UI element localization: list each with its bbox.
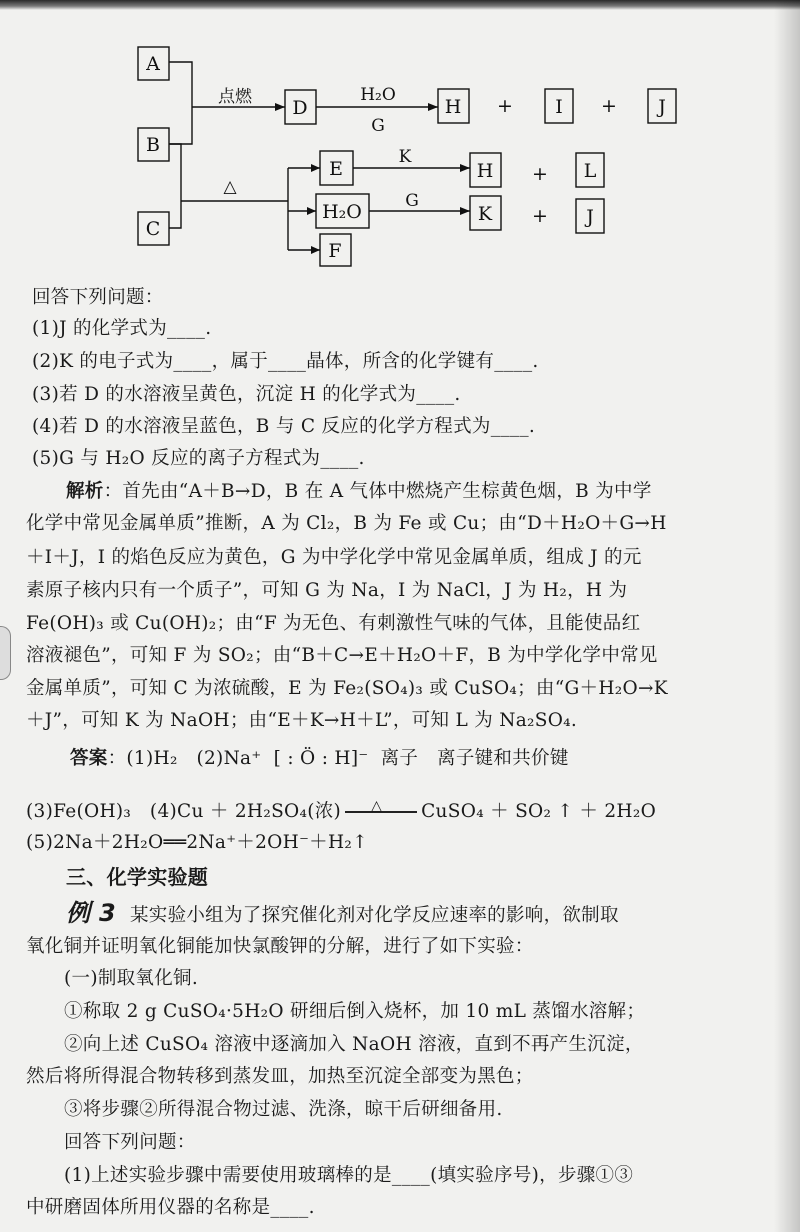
- label-g: G: [405, 191, 419, 211]
- box-label-e: E: [329, 158, 343, 180]
- reaction-flow-diagram: [0, 0, 800, 280]
- example-line: [0, 898, 800, 931]
- analysis-line: 素原子核内只有一个质子”，可知 G 为 Na，I 为 NaCl，J 为 H₂，H 为: [26, 580, 628, 601]
- box-label-c: C: [145, 218, 161, 240]
- box-label-f: F: [328, 240, 342, 262]
- box-label-b: B: [146, 134, 160, 156]
- label-ignite: 点燃: [218, 87, 252, 107]
- box-label-j1: J: [658, 96, 666, 118]
- plus-sign: +: [532, 163, 548, 185]
- lewis-structure: [ : Ö : H]⁻: [273, 748, 369, 769]
- plus-sign: +: [497, 95, 513, 117]
- example-line: 中研磨固体所用仪器的名称是____.: [26, 1197, 315, 1218]
- label-k: K: [398, 147, 412, 167]
- question-3: (3)若 D 的水溶液呈黄色，沉淀 H 的化学式为____.: [32, 384, 461, 405]
- example-line: (一)制取氧化铜.: [64, 968, 199, 989]
- plus-sign: +: [601, 95, 617, 117]
- section-title: 三、化学实验题: [66, 865, 209, 889]
- example-line: (1)上述实验步骤中需要使用玻璃棒的是____(填实验序号)，步骤①③: [64, 1165, 634, 1186]
- answer-text: (3)Fe(OH)₃ (4)Cu ＋ 2H₂SO₄(浓): [26, 801, 342, 822]
- question-5: (5)G 与 H₂O 反应的离子方程式为____.: [32, 448, 365, 469]
- example-line: ①称取 2 g CuSO₄·5H₂O 研细后倒入烧杯，加 10 mL 蒸馏水溶解；: [64, 1001, 646, 1022]
- box-label-h2: H: [476, 160, 494, 182]
- analysis-line: 化学中常见金属单质”推断，A 为 Cl₂，B 为 Fe 或 Cu；由“D＋H₂O＋G→H: [26, 513, 667, 534]
- analysis-line: [0, 477, 800, 507]
- box-label-k: K: [477, 203, 493, 225]
- answer-text: CuSO₄ ＋ SO₂ ↑ ＋ 2H₂O: [421, 801, 657, 822]
- answer-line: [0, 744, 800, 774]
- heat-symbol: △: [371, 798, 383, 814]
- question-2: (2)K 的电子式为____，属于____晶体，所含的化学键有____.: [32, 351, 539, 372]
- example-label: 例 3: [66, 899, 116, 927]
- analysis-line: ＋J”，可知 K 为 NaOH；由“E＋K→H＋L”，可知 L 为 Na₂SO₄.: [26, 710, 578, 731]
- analysis-line: Fe(OH)₃ 或 Cu(OH)₂；由“F 为无色、有刺激性气味的气体，且能使品红: [26, 613, 641, 634]
- analysis-text: ：首先由“A＋B→D，B 在 A 气体中燃烧产生棕黄色烟，B 为中学: [103, 481, 652, 502]
- box-label-h2o: H₂O: [322, 201, 362, 223]
- plus-sign: +: [532, 205, 548, 227]
- question-1: (1)J 的化学式为____.: [32, 318, 212, 339]
- question-4: (4)若 D 的水溶液呈蓝色，B 与 C 反应的化学方程式为____.: [32, 416, 536, 437]
- example-line: 然后将所得混合物转移到蒸发皿，加热至沉淀全部变为黑色；: [26, 1066, 534, 1087]
- box-label-h1: H: [444, 96, 462, 118]
- box-label-a: A: [146, 53, 160, 75]
- label-h2o: H₂O: [360, 85, 396, 105]
- analysis-line: 溶液褪色”，可知 F 为 SO₂；由“B＋C→E＋H₂O＋F，B 为中学化学中常见: [26, 645, 658, 666]
- example-line: 氧化铜并证明氧化铜能加快氯酸钾的分解，进行了如下实验：: [26, 936, 534, 957]
- example-line: 回答下列问题：: [64, 1132, 196, 1153]
- example-line: ③将步骤②所得混合物过滤、洗涤，晾干后研细备用.: [64, 1099, 503, 1120]
- analysis-label: 解析: [66, 481, 104, 502]
- question-intro: 回答下列问题：: [32, 287, 164, 308]
- answer-line: [0, 797, 800, 827]
- answer-text: ：(1)H₂ (2)Na⁺: [107, 748, 262, 769]
- box-label-i: I: [555, 96, 563, 118]
- answer-line: (5)2Na＋2H₂O══2Na⁺＋2OH⁻＋H₂↑: [26, 832, 368, 853]
- example-text: 某实验小组为了探究催化剂对化学反应速率的影响，欲制取: [129, 905, 619, 926]
- analysis-line: 金属单质”，可知 C 为浓硫酸，E 为 Fe₂(SO₄)₃ 或 CuSO₄；由“G＋H₂O→K: [26, 678, 668, 699]
- reaction-arrow: [345, 798, 417, 814]
- box-label-d: D: [292, 97, 308, 119]
- analysis-line: ＋I＋J，I 的焰色反应为黄色，G 为中学化学中常见金属单质，组成 J 的元: [26, 547, 642, 568]
- box-label-j2: J: [586, 206, 594, 228]
- label-g: G: [371, 116, 385, 136]
- answer-label: 答案: [70, 748, 108, 769]
- label-heat: △: [223, 177, 237, 197]
- box-label-l: L: [583, 160, 597, 182]
- answer-text: 离子 离子键和共价键: [380, 748, 569, 769]
- example-line: ②向上述 CuSO₄ 溶液中逐滴加入 NaOH 溶液，直到不再产生沉淀，: [64, 1034, 644, 1055]
